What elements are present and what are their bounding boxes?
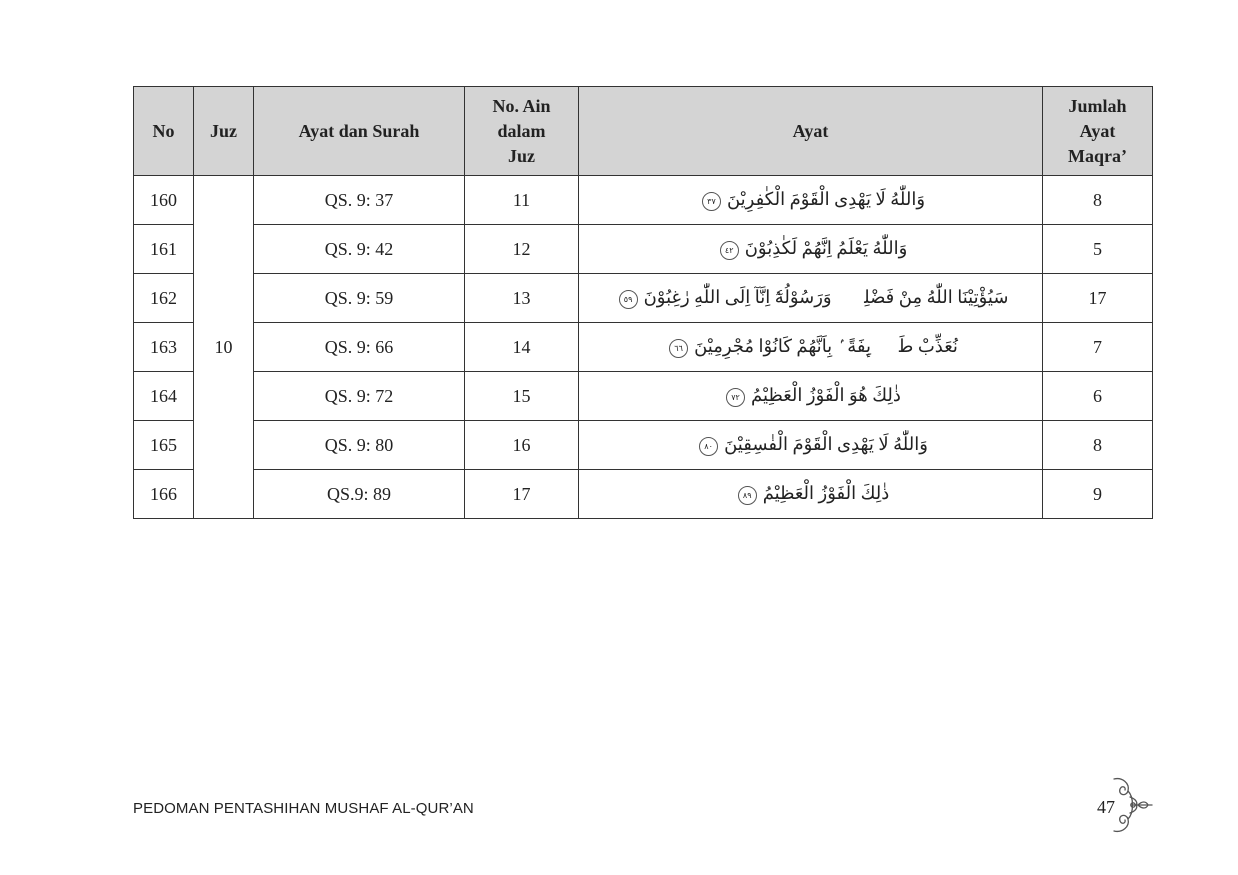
cell-no: 160	[134, 176, 194, 225]
table-row	[134, 176, 1153, 225]
ayat-text: وَاللّٰهُ لَا يَهْدِى الْقَوْمَ الْكٰفِرِيْنَ	[726, 189, 926, 210]
ayat-text: وَاللّٰهُ لَا يَهْدِى الْقَوْمَ الْفٰسِقِيْنَ	[724, 434, 928, 455]
cell-ain: 15	[465, 372, 579, 421]
cell-surah: QS. 9: 72	[254, 372, 465, 421]
ayah-number-mark: ٦٦	[669, 339, 688, 358]
cell-jumlah: 8	[1043, 176, 1153, 225]
cell-surah: QS.9: 89	[254, 470, 465, 519]
cell-ayat	[579, 225, 1043, 274]
table-row	[134, 323, 1153, 372]
cell-jumlah: 5	[1043, 225, 1153, 274]
ayat-text: ذٰلِكَ الْفَوْزُ الْعَظِيْمُ	[762, 483, 890, 504]
table-row	[134, 372, 1153, 421]
ayah-number-mark: ٥٩	[619, 290, 638, 309]
table-row	[134, 470, 1153, 519]
cell-ayat	[579, 274, 1043, 323]
cell-no: 166	[134, 470, 194, 519]
cell-ain: 12	[465, 225, 579, 274]
cell-ain: 16	[465, 421, 579, 470]
ayat-text: ذٰلِكَ هُوَ الْفَوْزُ الْعَظِيْمُ	[751, 385, 901, 406]
quran-verse-table	[133, 86, 1153, 519]
header-ayat: Ayat	[579, 87, 1043, 176]
cell-juz: 10	[194, 176, 254, 519]
cell-ayat	[579, 421, 1043, 470]
cell-ain: 11	[465, 176, 579, 225]
cell-jumlah: 7	[1043, 323, 1153, 372]
header-jumlah-line2: Ayat	[1079, 120, 1116, 141]
ayat-text: وَاللّٰهُ يَعْلَمُ اِنَّهُمْ لَكٰذِبُوْنَ	[744, 238, 908, 259]
cell-ayat	[579, 470, 1043, 519]
cell-surah: QS. 9: 37	[254, 176, 465, 225]
header-jumlah-line1: Jumlah	[1068, 95, 1127, 116]
header-no-ain-line3: Juz	[508, 145, 535, 166]
footer-book-title: PEDOMAN PENTASHIHAN MUSHAF AL-QUR’AN	[133, 800, 474, 817]
ornament-icon	[1108, 775, 1154, 835]
header-no-ain-line1: No. Ain	[492, 95, 551, 116]
cell-jumlah: 9	[1043, 470, 1153, 519]
cell-surah: QS. 9: 42	[254, 225, 465, 274]
cell-surah: QS. 9: 59	[254, 274, 465, 323]
ayah-number-mark: ٣٧	[702, 192, 721, 211]
table-header-row	[134, 87, 1153, 176]
ayah-number-mark: ٨٠	[699, 437, 718, 456]
cell-no: 164	[134, 372, 194, 421]
ayat-text: سَيُؤْتِيْنَا اللّٰهُ مِنْ فَضْلِهٖ وَرَسُوْلُهٗٓ اِنَّآ اِلَى اللّٰهِ رٰغِبُوْنَ	[643, 287, 1009, 308]
cell-ayat	[579, 372, 1043, 421]
header-jumlah-line3: Maqra’	[1068, 145, 1127, 166]
cell-jumlah: 17	[1043, 274, 1153, 323]
cell-ayat	[579, 323, 1043, 372]
cell-surah: QS. 9: 66	[254, 323, 465, 372]
cell-surah: QS. 9: 80	[254, 421, 465, 470]
header-ayat-dan-surah: Ayat dan Surah	[254, 87, 465, 176]
cell-jumlah: 6	[1043, 372, 1153, 421]
cell-ain: 14	[465, 323, 579, 372]
cell-ayat	[579, 176, 1043, 225]
table-row	[134, 225, 1153, 274]
ayah-number-mark: ٧٢	[726, 388, 745, 407]
ayah-number-mark: ٨٩	[738, 486, 757, 505]
cell-no: 162	[134, 274, 194, 323]
cell-jumlah: 8	[1043, 421, 1153, 470]
header-no-ain-dalam-juz	[465, 87, 579, 176]
table-row	[134, 421, 1153, 470]
header-no: No	[134, 87, 194, 176]
header-juz: Juz	[194, 87, 254, 176]
header-jumlah-ayat-maqra	[1043, 87, 1153, 176]
header-no-ain-line2: dalam	[497, 120, 546, 141]
cell-ain: 13	[465, 274, 579, 323]
cell-no: 161	[134, 225, 194, 274]
ayah-number-mark: ٤٢	[720, 241, 739, 260]
page-number: 47	[1097, 797, 1115, 817]
ayat-text: نُعَذِّبْ طَاۤىِٕفَةً ۢ بِاَنَّهُمْ كَانُوْا مُجْرِمِيْنَ	[694, 336, 958, 357]
table-row	[134, 274, 1153, 323]
cell-ain: 17	[465, 470, 579, 519]
cell-no: 163	[134, 323, 194, 372]
cell-no: 165	[134, 421, 194, 470]
